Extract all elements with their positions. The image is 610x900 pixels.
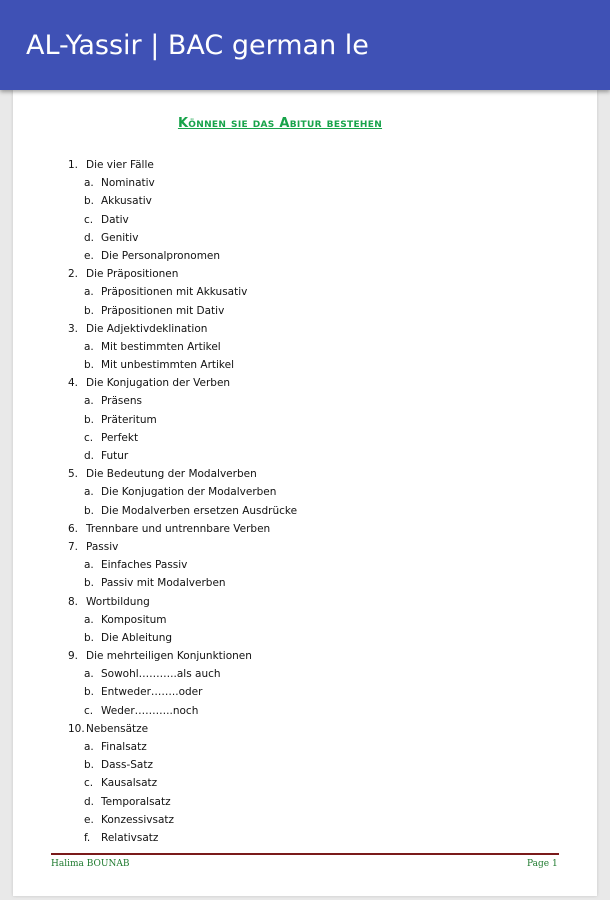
outline-subitem <box>68 392 548 410</box>
outline-subitem <box>68 229 548 247</box>
item-text: Weder………..noch <box>101 704 199 717</box>
item-text: Die mehrteiligen Konjunktionen <box>86 650 252 663</box>
outline-subitem <box>68 247 548 265</box>
item-marker: a. <box>84 559 94 572</box>
item-text: Die Modalverben ersetzen Ausdrücke <box>101 504 298 517</box>
item-text: Konzessivsatz <box>101 813 175 826</box>
outline-item <box>68 465 548 483</box>
app-bar <box>0 0 610 90</box>
outline-item <box>68 647 548 665</box>
item-marker: b. <box>84 631 95 644</box>
item-marker: b. <box>84 304 95 317</box>
item-marker: b. <box>84 759 95 772</box>
item-marker: 7. <box>68 540 79 553</box>
item-text: Mit bestimmten Artikel <box>101 340 221 353</box>
item-text: Die Ableitung <box>101 631 173 644</box>
item-text: Die Präpositionen <box>86 268 179 281</box>
outline-subitem <box>68 211 548 229</box>
outline-subitem <box>68 629 548 647</box>
item-marker: b. <box>84 413 95 426</box>
item-text: Dativ <box>101 213 129 226</box>
item-marker: 5. <box>68 468 79 481</box>
item-text: Einfaches Passiv <box>101 559 188 572</box>
outline-subitem <box>68 738 548 756</box>
item-marker: b. <box>84 686 95 699</box>
item-marker: a. <box>84 668 94 681</box>
outline-item <box>68 374 548 392</box>
item-marker: c. <box>84 431 94 444</box>
outline-subitem <box>68 338 548 356</box>
outline-subitem <box>68 502 548 520</box>
outline-subitem <box>68 611 548 629</box>
item-marker: a. <box>84 177 94 190</box>
item-text: Kausalsatz <box>101 777 158 790</box>
item-marker: f. <box>84 831 91 844</box>
item-text: Temporalsatz <box>101 795 171 808</box>
footer-divider <box>51 853 559 855</box>
footer-page-number: Page 1 <box>527 859 558 869</box>
item-text: Futur <box>101 450 129 462</box>
outline-subitem <box>68 283 548 301</box>
outline-subitem <box>68 429 548 447</box>
outline-subitem <box>68 702 548 720</box>
document-page[interactable] <box>13 90 597 896</box>
outline-item <box>68 593 548 611</box>
outline-subitem <box>68 192 548 210</box>
item-marker: c. <box>84 777 94 790</box>
item-text: Entweder……..oder <box>101 686 203 699</box>
item-marker: d. <box>84 450 95 462</box>
item-marker: a. <box>84 286 94 299</box>
outline-item <box>68 720 548 738</box>
item-marker: a. <box>84 486 94 499</box>
item-marker: d. <box>84 231 95 244</box>
outline-subitem <box>68 483 548 501</box>
item-marker: c. <box>84 213 94 226</box>
outline-subitem <box>68 665 548 683</box>
outline-item <box>68 156 548 174</box>
item-text: Relativsatz <box>101 831 159 844</box>
outline-subitem <box>68 556 548 574</box>
item-text: Die Konjugation der Modalverben <box>101 486 277 499</box>
item-marker: e. <box>84 813 94 826</box>
item-text: Die Bedeutung der Modalverben <box>86 468 257 481</box>
item-text: Die Konjugation der Verben <box>86 377 231 390</box>
outline-subitem <box>68 356 548 374</box>
item-text: Die vier Fälle <box>86 159 154 171</box>
item-text: Finalsatz <box>101 741 147 753</box>
outline-subitem <box>68 683 548 701</box>
item-marker: 2. <box>68 268 79 281</box>
outline-subitem <box>68 811 548 829</box>
item-marker: 3. <box>68 322 79 335</box>
item-marker: a. <box>84 741 94 753</box>
outline-item <box>68 538 548 556</box>
item-text: Akkusativ <box>101 195 152 208</box>
item-marker: 10. <box>68 722 85 735</box>
item-text: Sowohl………..als auch <box>101 668 221 681</box>
item-text: Die Personalpronomen <box>101 249 221 262</box>
outline-subitem <box>68 302 548 320</box>
item-text: Präpositionen mit Akkusativ <box>101 286 248 299</box>
item-marker: c. <box>84 704 94 717</box>
item-marker: e. <box>84 249 94 262</box>
footer-author: Halima BOUNAB <box>51 859 130 869</box>
app-title: AL-Yassir | BAC german le <box>26 30 369 61</box>
item-text: Nebensätze <box>86 722 149 735</box>
outline-subitem <box>68 411 548 429</box>
item-marker: b. <box>84 577 95 590</box>
item-text: Dass-Satz <box>101 759 153 772</box>
item-text: Kompositum <box>101 613 167 626</box>
item-marker: 9. <box>68 650 79 663</box>
item-marker: b. <box>84 504 95 517</box>
outline-subitem <box>68 574 548 592</box>
outline-subitem <box>68 447 548 465</box>
outline-item <box>68 520 548 538</box>
item-text: Präpositionen mit Dativ <box>101 304 225 317</box>
item-text: Wortbildung <box>86 595 150 608</box>
document-title: Können sie das Abitur bestehen <box>177 116 383 131</box>
item-marker: 1. <box>68 159 79 171</box>
item-text: Perfekt <box>101 431 139 444</box>
outline-item <box>68 265 548 283</box>
outline-subitem <box>68 174 548 192</box>
item-text: Präteritum <box>101 413 157 426</box>
item-text: Trennbare und untrennbare Verben <box>86 522 271 535</box>
outline-subitem <box>68 793 548 811</box>
item-marker: 4. <box>68 377 79 390</box>
outline-subitem <box>68 756 548 774</box>
table-of-contents <box>68 156 548 847</box>
item-text: Mit unbestimmten Artikel <box>101 359 235 372</box>
item-text: Nominativ <box>101 177 155 190</box>
outline-subitem <box>68 829 548 847</box>
item-marker: a. <box>84 613 94 626</box>
item-marker: d. <box>84 795 95 808</box>
item-marker: b. <box>84 195 95 208</box>
item-text: Passiv <box>86 540 119 553</box>
item-marker: a. <box>84 395 94 408</box>
item-marker: b. <box>84 359 95 372</box>
item-text: Die Adjektivdeklination <box>86 322 208 335</box>
item-marker: 6. <box>68 522 79 535</box>
outline-subitem <box>68 774 548 792</box>
item-marker: a. <box>84 340 94 353</box>
outline-item <box>68 320 548 338</box>
item-text: Präsens <box>101 395 142 408</box>
item-text: Genitiv <box>101 231 139 244</box>
item-text: Passiv mit Modalverben <box>101 577 226 590</box>
item-marker: 8. <box>68 595 79 608</box>
